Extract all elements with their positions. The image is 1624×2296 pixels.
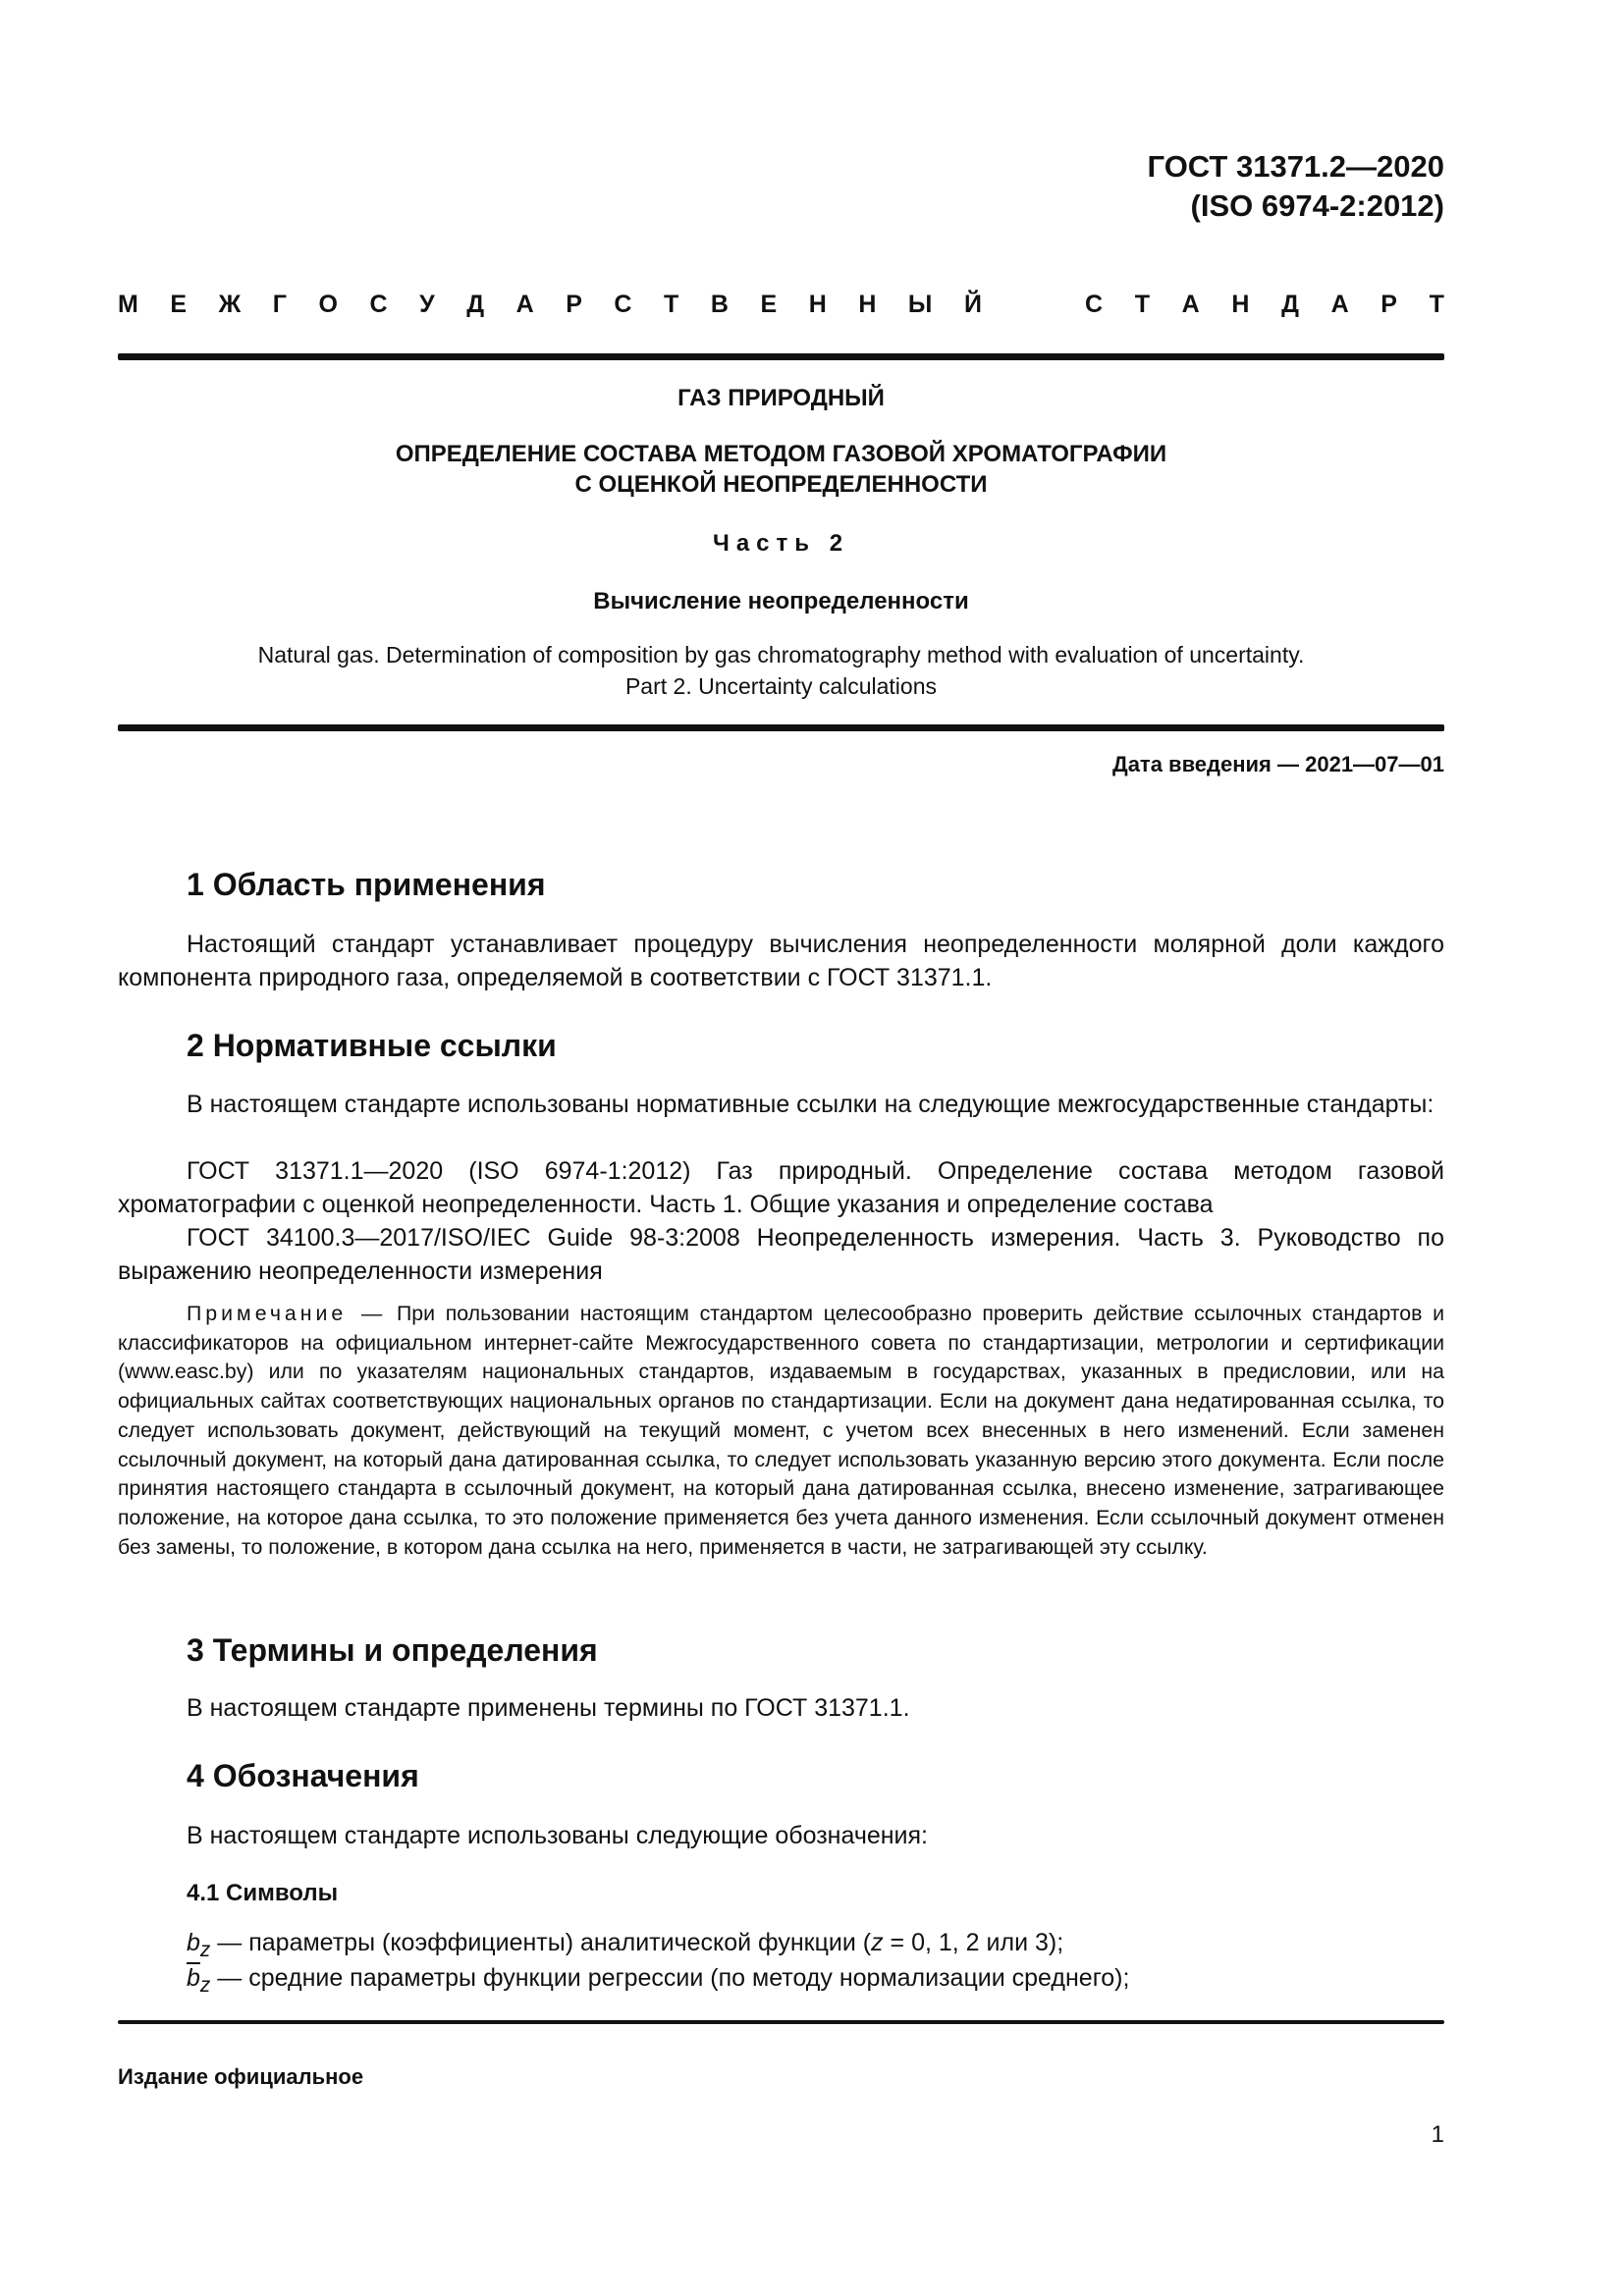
standard-type-word1-letter: Р: [566, 291, 582, 318]
section-3-text-content: В настоящем стандарте применены термины по ГОСТ 31371.1.: [187, 1694, 910, 1722]
standard-type-word1: [118, 291, 982, 319]
reference-2: [118, 1221, 1444, 1288]
edition-label: Издание официальное: [118, 2064, 364, 2089]
iso-number: (ISO 6974-2:2012): [1190, 188, 1444, 223]
header-rule: [118, 353, 1444, 360]
english-title-line1: Natural gas. Determination of composition by gas chromatography method with evaluation of uncertainty.: [257, 642, 1305, 667]
section-3-text: [118, 1691, 1444, 1725]
gost-number: ГОСТ 31371.2—2020: [1147, 149, 1444, 184]
page-number: 1: [1431, 2121, 1444, 2148]
standard-type-word2-letter: С: [1085, 291, 1104, 318]
note-lead: Примечание —: [187, 1302, 387, 1325]
reference-1: [118, 1154, 1444, 1221]
section-4-text-content: В настоящем стандарте использованы следующие обозначения:: [187, 1822, 929, 1849]
symbol-1-letter: b: [187, 1929, 200, 1956]
standard-type-word2-letter: А: [1181, 291, 1200, 318]
title-line2a: ОПРЕДЕЛЕНИЕ СОСТАВА МЕТОДОМ ГАЗОВОЙ ХРОМАТОГРАФИИ: [395, 441, 1167, 467]
standard-type-word1-letter: Н: [808, 291, 827, 318]
part-label: Часть 2: [712, 530, 850, 557]
title-line2b: С ОЦЕНКОЙ НЕОПРЕДЕЛЕННОСТИ: [574, 471, 988, 498]
standard-type-word1-letter: М: [118, 291, 138, 318]
reference-2-content: ГОСТ 34100.3—2017/ISO/IEC Guide 98-3:2008 Неопределенность измерения. Часть 3. Руководство по выражению неопределенности измерения: [118, 1224, 1444, 1285]
reference-1-content: ГОСТ 31371.1—2020 (ISO 6974-1:2012) Газ природный. Определение состава методом газовой хроматографии с оценкой неопределенности. Часть 1. Общие указания и определение состава: [118, 1157, 1444, 1218]
subtitle: Вычисление неопределенности: [593, 588, 969, 614]
standard-type-word2-letter: Д: [1281, 291, 1299, 318]
standard-type: [118, 291, 1444, 322]
standard-type-word1-letter: О: [318, 291, 338, 318]
footer-rule: [118, 2020, 1444, 2024]
symbol-1-desc-a: — параметры (коэффициенты) аналитической функции (: [210, 1929, 872, 1956]
section-1-text-content: Настоящий стандарт устанавливает процедуру вычисления неопределенности молярной доли каждого компонента природного газа, определяемой в соответствии с ГОСТ 31371.1.: [118, 931, 1444, 991]
section-1-heading: 1 Область применения: [187, 867, 546, 902]
standard-type-word1-letter: Ж: [218, 291, 242, 318]
standard-type-word1-letter: Г: [272, 291, 287, 318]
section-2-heading: 2 Нормативные ссылки: [187, 1028, 557, 1063]
standard-type-word1-letter: Ы: [907, 291, 933, 318]
symbol-1-subscript: z: [199, 1939, 211, 1961]
note-text: При пользовании настоящим стандартом целесообразно проверить действие ссылочных стандартов и классификаторов на официальном интернет-сайте Межгосударственного совета по стандартизации, метрологии и сертификации (www.easc.by) или по указателям национальных стандартов, издаваемым в государствах, указанных в предисловии, или на официальных сайтах соответствующих национальных органов по стандартизации. Если на документ дана недатированная ссылка, то следует использовать документ, действующий на текущий момент, с учетом всех внесенных в него изменений. Если заменен ссылочный документ, на который дана датированная ссылка, то следует использовать указанную версию этого документа. Если после принятия настоящего стандарта в ссылочный документ, на который дана датированная ссылка, внесено изменение, затрагивающее положение, на которое дана ссылка, то это положение применяется без учета данного изменения. Если ссылочный документ отменен без замены, то положение, в котором дана ссылка на него, применяется в части, не затрагивающей эту ссылку.: [118, 1302, 1444, 1559]
standard-type-word1-letter: Т: [664, 291, 679, 318]
standard-type-word1-letter: С: [614, 291, 632, 318]
section-1-text: [118, 928, 1444, 994]
subsection-4-1-heading: 4.1 Символы: [187, 1880, 339, 1906]
section-4-text: [118, 1819, 1444, 1852]
section-4-heading: 4 Обозначения: [187, 1758, 419, 1793]
symbol-2: [187, 1961, 1129, 2002]
symbol-2-letter: $\overline{b}$: [187, 1964, 200, 1992]
standard-type-word2-letter: Т: [1134, 291, 1150, 318]
standard-type-word2-letter: А: [1330, 291, 1349, 318]
symbol-1-desc-b: = 0, 1, 2 или 3);: [883, 1929, 1064, 1956]
standard-type-word1-letter: В: [710, 291, 729, 318]
standard-type-word1-letter: Н: [858, 291, 877, 318]
standard-type-word1-letter: Д: [466, 291, 485, 318]
standard-type-word2-letter: Н: [1231, 291, 1250, 318]
section-2-intro: [118, 1088, 1444, 1121]
section-3-heading: 3 Термины и определения: [187, 1632, 598, 1668]
date-of-introduction: Дата введения — 2021—07—01: [1112, 752, 1444, 776]
symbol-1-desc-var: z: [871, 1929, 884, 1956]
standard-type-word1-letter: А: [515, 291, 534, 318]
english-title-line2: Part 2. Uncertainty calculations: [624, 673, 938, 699]
section-2-intro-content: В настоящем стандарте использованы нормативные ссылки на следующие межгосударственные стандарты:: [187, 1091, 1435, 1118]
note: [118, 1300, 1444, 1562]
standard-type-word1-letter: Е: [170, 291, 188, 318]
standard-type-word1-letter: У: [419, 291, 435, 318]
symbol-2-desc: — средние параметры функции регрессии (по методу нормализации среднего);: [210, 1964, 1130, 1992]
standard-type-word1-letter: С: [369, 291, 388, 318]
symbol-2-subscript: z: [199, 1974, 211, 1997]
standard-type-word1-letter: Е: [760, 291, 778, 318]
title-line1: ГАЗ ПРИРОДНЫЙ: [677, 385, 885, 411]
standard-type-word1-letter: Й: [963, 291, 982, 318]
standard-type-word2-letter: Р: [1380, 291, 1397, 318]
standard-type-word2-letter: Т: [1429, 291, 1444, 318]
standard-type-word2: [1085, 291, 1444, 319]
title-rule: [118, 724, 1444, 731]
